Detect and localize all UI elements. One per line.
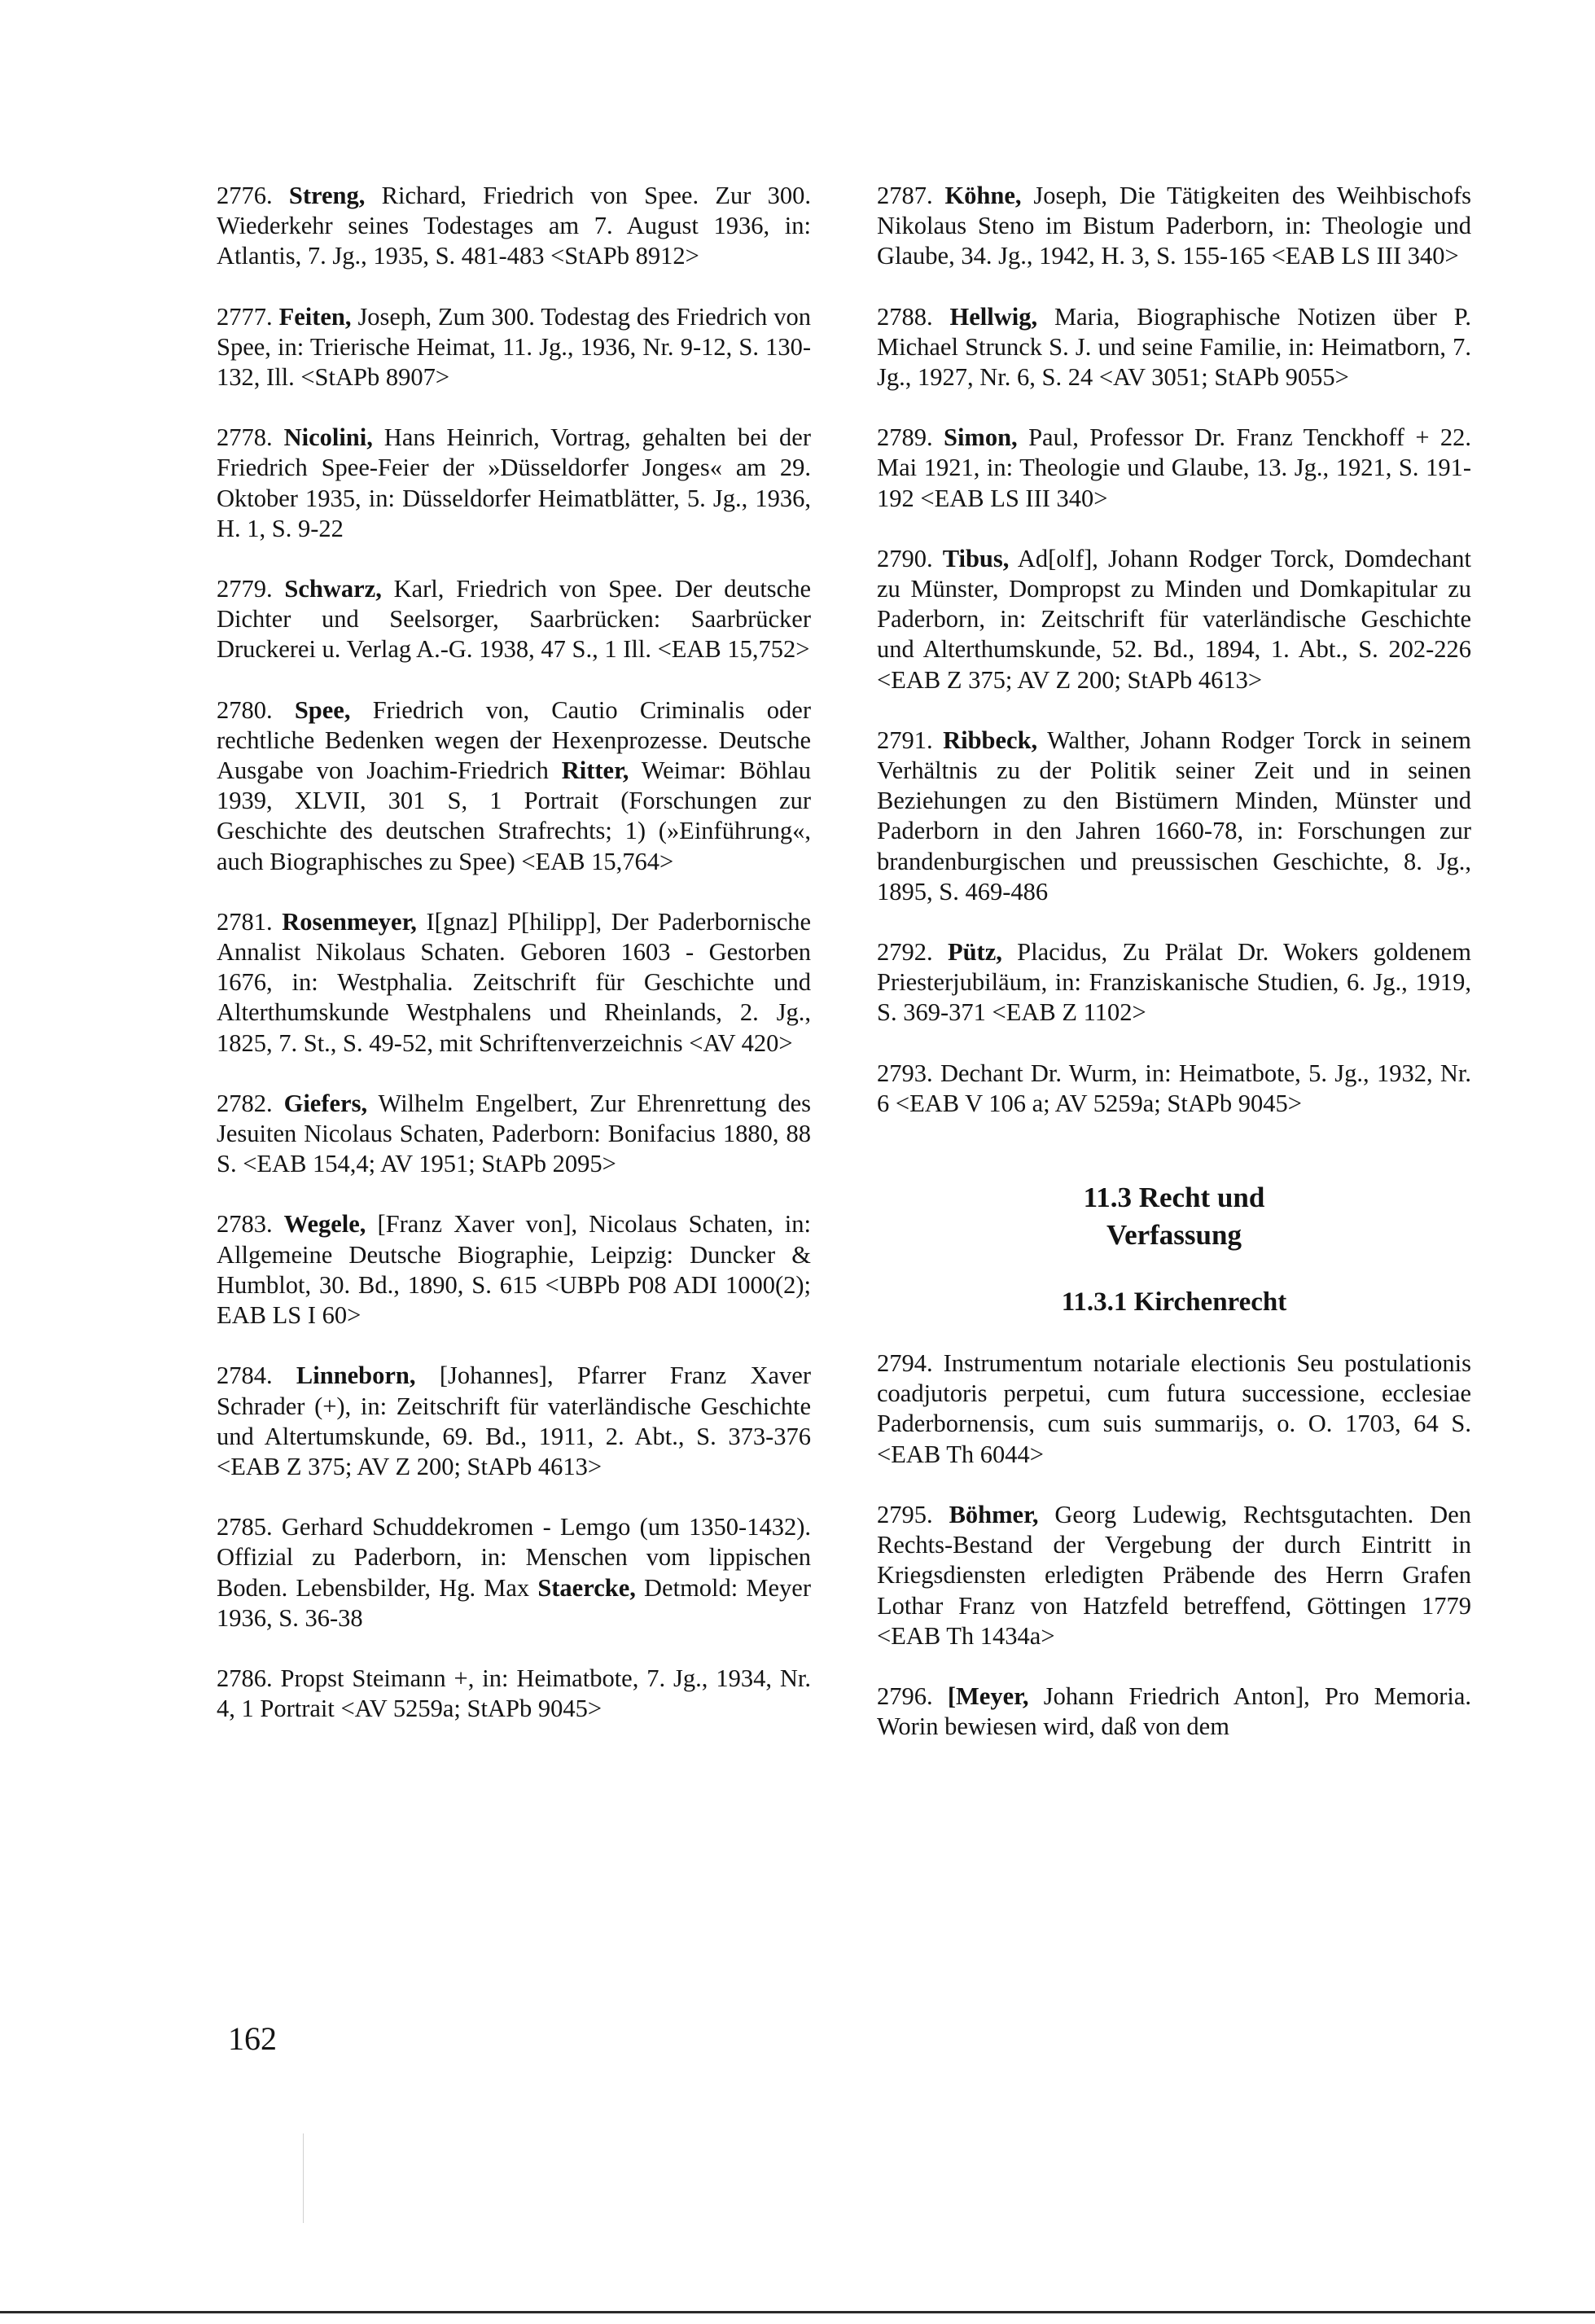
left-column	[217, 181, 811, 1754]
entry-2780: 2780. Spee, Friedrich von, Cautio Criminalis oder rechtliche Bedenken wegen der Hexenprozesse. Deutsche Ausgabe von Joachim-Friedrich Ritter, Weimar: Böhlau 1939, XLVII, 301 S, 1 Portrait (Forschungen zur Geschichte des deutschen Strafrechts; 1) (»Einführung«, auch Biographisches zu Spee) <EAB 15,764>	[217, 695, 812, 875]
entry-2779: 2779. Schwarz, Karl, Friedrich von Spee. Der deutsche Dichter und Seelsorger, Saarbrücken: Saarbrücker Druckerei u. Verlag A.-G. 1938, 47 S., 1 Ill. <EAB 15,752>	[217, 575, 812, 664]
entry-2782: 2782. Giefers, Wilhelm Engelbert, Zur Ehrenrettung des Jesuiten Nicolaus Schaten, Paderborn: Bonifacius 1880, 88 S. <EAB 154,4; AV 1951; StAPb 2095>	[217, 1089, 812, 1178]
entry-2789: 2789. Simon, Paul, Professor Dr. Franz Tenckhoff + 22. Mai 1921, in: Theologie und Glaube, 13. Jg., 1921, S. 191-192 <EAB LS III 340>	[877, 423, 1472, 512]
entry-2788: 2788. Hellwig, Maria, Biographische Notizen über P. Michael Strunck S. J. und seine Familie, in: Heimatborn, 7. Jg., 1927, Nr. 6, S. 24 <AV 3051; StAPb 9055>	[877, 302, 1472, 392]
entry-2787: 2787. Köhne, Joseph, Die Tätigkeiten des Weihbischofs Nikolaus Steno im Bistum Paderborn, in: Theologie und Glaube, 34. Jg., 1942, H. 3, S. 155-165 <EAB LS III 340>	[877, 182, 1472, 270]
entry-2793: 2793. Dechant Dr. Wurm, in: Heimatbote, 5. Jg., 1932, Nr. 6 <EAB V 106 a; AV 5259a; StAPb 9045>	[877, 1059, 1472, 1117]
section-title-line-1: 11.3 Recht und	[1083, 1182, 1265, 1214]
page-number: 162	[228, 2020, 277, 2057]
entry-2790: 2790. Tibus, Ad[olf], Johann Rodger Torck, Domdechant zu Münster, Dompropst zu Minden und Domkapitular zu Paderborn, in: Zeitschrift für vaterländische Geschichte und Alterthumskunde, 52. Bd., 1894, 1. Abt., S. 202-226 <EAB Z 375; AV Z 200; StAPb 4613>	[877, 544, 1471, 694]
entry-2783: 2783. Wegele, [Franz Xaver von], Nicolaus Schaten, in: Allgemeine Deutsche Biographie, Leipzig: Duncker & Humblot, 30. Bd., 1890, S. 615 <UBPb P08 ADI 1000(2); EAB LS I 60>	[217, 1210, 812, 1330]
section-title-line-2: Verfassung	[1106, 1219, 1242, 1252]
right-column	[877, 181, 1471, 1772]
entry-2796: 2796. [Meyer, Johann Friedrich Anton], Pro Memoria. Worin bewiesen wird, daß von dem	[877, 1682, 1471, 1741]
entry-2794: 2794. Instrumentum notariale electionis Seu postulationis coadjutoris perpetui, cum futura successione, ecclesiae Paderbornensis, cum suis summarijs, o. O. 1703, 64 S. <EAB Th 6044>	[877, 1349, 1471, 1468]
bottom-edge-rule	[0, 2311, 1595, 2313]
entry-2776: 2776. Streng, Richard, Friedrich von Spee. Zur 300. Wiederkehr seines Todestages am 7. August 1936, in: Atlantis, 7. Jg., 1935, S. 481-483 <StAPb 8912>	[217, 182, 812, 270]
entry-2781: 2781. Rosenmeyer, I[gnaz] P[hilipp], Der Paderbornische Annalist Nikolaus Schaten. Geboren 1603 - Gestorben 1676, in: Westphalia. Zeitschrift für Geschichte und Alterthumskunde Westphalens und Rheinlands, 2. Jg., 1825, 7. St., S. 49-52, mit Schriftenverzeichnis <AV 420>	[217, 907, 812, 1057]
entry-2786: 2786. Propst Steimann +, in: Heimatbote, 7. Jg., 1934, Nr. 4, 1 Portrait <AV 5259a; StAPb 9045>	[217, 1664, 811, 1723]
entry-2795: 2795. Böhmer, Georg Ludewig, Rechtsgutachten. Den Rechts-Bestand der Vergebung der durch Eintritt in Kriegsdiensten erledigten Präbende des Herrn Grafen Lothar Franz von Hatzfeld betreffend, Göttingen 1779 <EAB Th 1434a>	[877, 1500, 1471, 1650]
entry-2778: 2778. Nicolini, Hans Heinrich, Vortrag, gehalten bei der Friedrich Spee-Feier der »Düsseldorfer Jonges« am 29. Oktober 1935, in: Düsseldorfer Heimatblätter, 5. Jg., 1936, H. 1, S. 9-22	[217, 423, 811, 542]
section-title	[877, 1179, 1471, 1254]
entry-2792: 2792. Pütz, Placidus, Zu Prälat Dr. Wokers goldenem Priesterjubiläum, in: Franziskanische Studien, 6. Jg., 1919, S. 369-371 <EAB Z 1102>	[877, 938, 1471, 1027]
entry-2777: 2777. Feiten, Joseph, Zum 300. Todestag des Friedrich von Spee, in: Trierische Heimat, 11. Jg., 1936, Nr. 9-12, S. 130-132, Ill. <StAPb 8907>	[217, 302, 811, 392]
subsection-title: 11.3.1 Kirchenrecht	[1061, 1287, 1287, 1318]
scan-artifact-line	[303, 2133, 304, 2223]
entry-2784: 2784. Linneborn, [Johannes], Pfarrer Franz Xaver Schrader (+), in: Zeitschrift für vaterländische Geschichte und Altertumskunde, 69. Bd., 1911, 2. Abt., S. 373-376 <EAB Z 375; AV Z 200; StAPb 4613>	[217, 1362, 812, 1480]
entry-2791: 2791. Ribbeck, Walther, Johann Rodger Torck in seinem Verhältnis zu der Politik seiner Zeit und in seinen Beziehungen zu den Bistümern Minden, Münster und Paderborn in den Jahren 1660-78, in: Forschungen zur brandenburgischen und preussischen Geschichte, 8. Jg., 1895, S. 469-486	[877, 726, 1472, 905]
entry-2785: 2785. Gerhard Schuddekromen - Lemgo (um 1350-1432). Offizial zu Paderborn, in: Menschen vom lippischen Boden. Lebensbilder, Hg. Max Staercke, Detmold: Meyer 1936, S. 36-38	[217, 1513, 811, 1632]
